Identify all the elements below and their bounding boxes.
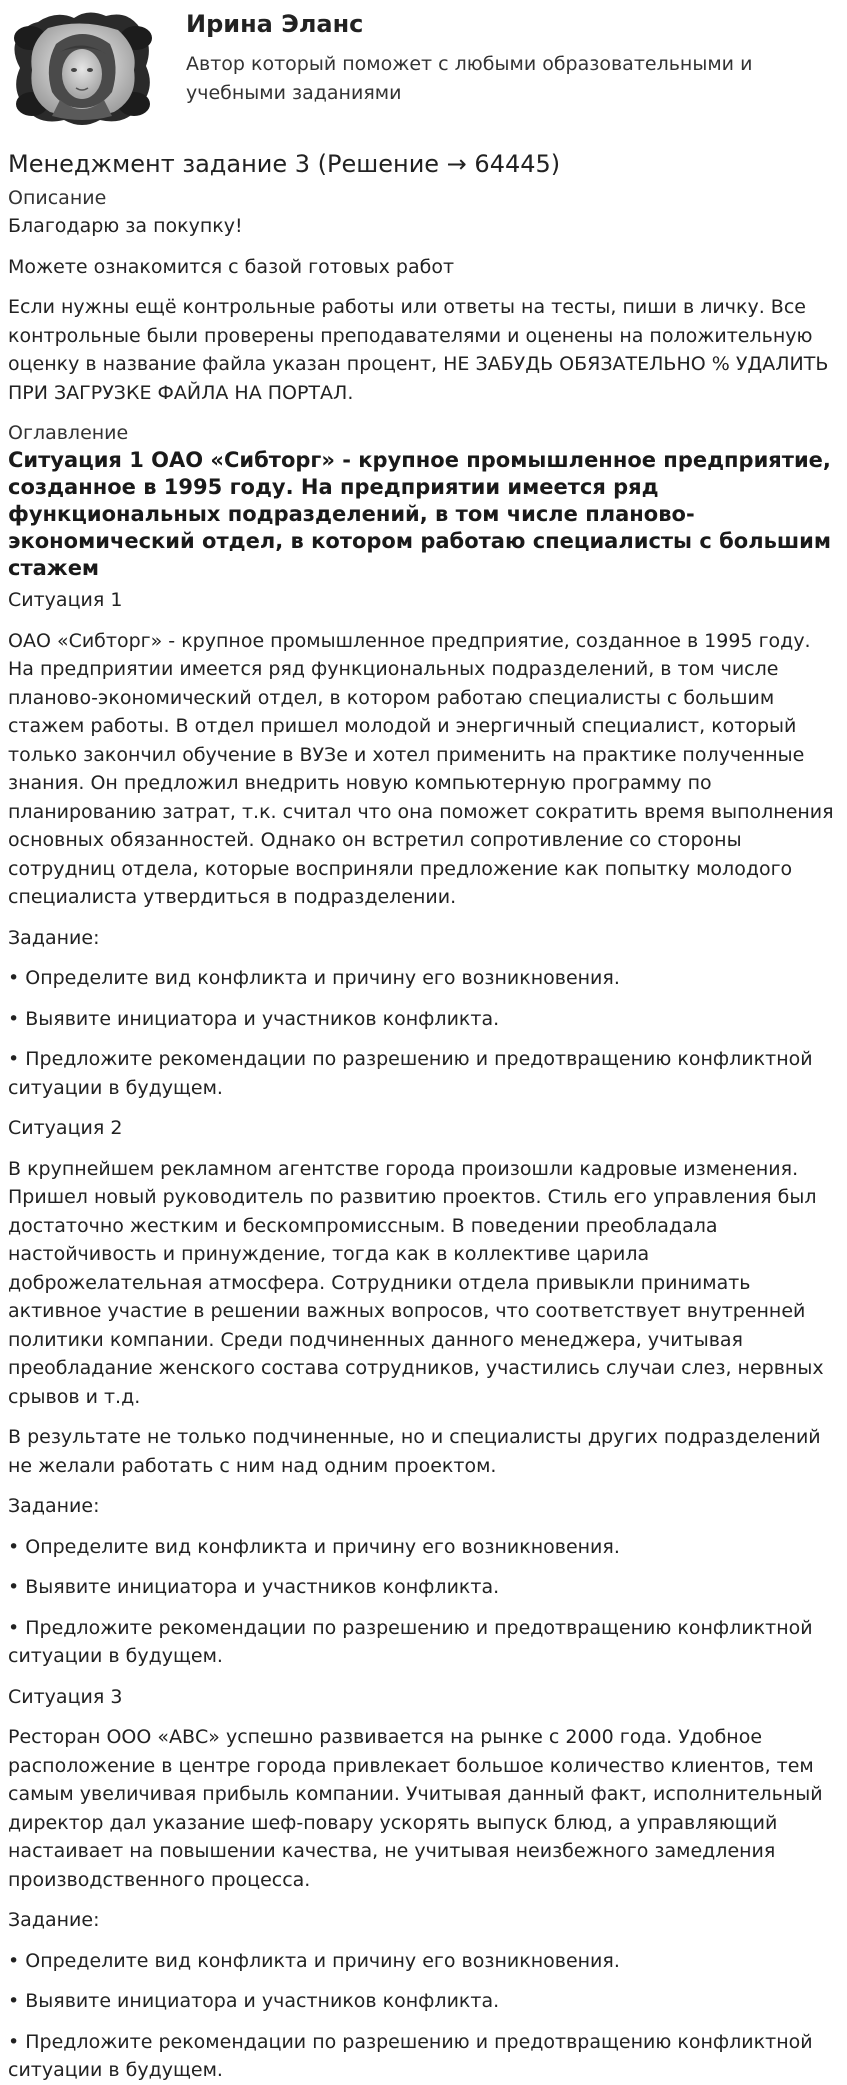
situation-paragraph: Ресторан ООО «АВС» успешно развивается на рынке с 2000 года. Удобное расположение в центре города привлекает большое количество клиентов, тем самым увеличивая прибыль компании. Учитывая данный факт, исполнительный директор дал указание шеф-повару ускорять выпуск блюд, а управляющий настаивает на повышении качества, не учитывая неизбежного замедления производственного процесса. [8, 1726, 823, 1891]
notice-text: Если нужны ещё контрольные работы или ответы на тесты, пиши в личку. Все контрольные были проверены преподавателями и оценены на положительную оценку в название файла указан процент, НЕ ЗАБУДЬ ОБЯЗАТЕЛЬНО % УДАЛИТЬ ПРИ ЗАГРУЗКЕ ФАЙЛА НА ПОРТАЛ. [8, 296, 829, 404]
page-title: Менеджмент задание 3 (Решение → 64445) [8, 150, 561, 178]
task-label: Задание: [8, 1495, 100, 1517]
task-item: • Определите вид конфликта и причину его возникновения. [8, 1949, 620, 1972]
situation-label: Ситуация 3 [8, 1685, 123, 1708]
task-item: • Определите вид конфликта и причину его возникновения. [8, 1535, 620, 1558]
situation-paragraph: ОАО «Сибторг» - крупное промышленное предприятие, созданное в 1995 году. На предприятии имеется ряд функциональных подразделений, в том числе планово-экономический отдел, в котором работаю специалисты с большим стажем работы. В отдел пришел молодой и энергичный специалист, который только закончил обучение в ВУЗе и хотел применить на практике полученные знания. Он предложил внедрить новую компьютерную программу по планированию затрат, т.к. считал что она поможет сократить время выполнения основных обязанностей. Однако он встретил сопротивление со стороны сотрудниц отдела, которые восприняли предложение как попытку молодого специалиста утвердиться в подразделении. [8, 629, 834, 908]
task-item: • Предложите рекомендации по разрешению и предотвращению конфликтной ситуации в будущем. [8, 1048, 813, 1099]
task-item: • Предложите рекомендации по разрешению и предотвращению конфликтной ситуации в будущем. [8, 1616, 813, 1667]
task-item: • Выявите инициатора и участников конфликта. [8, 1990, 500, 2012]
task-item: • Выявите инициатора и участников конфликта. [8, 1576, 500, 1598]
situation-paragraph: В крупнейшем рекламном агентстве города произошли кадровые изменения. Пришел новый руководитель по развитию проектов. Стиль его управления был достаточно жестким и бескомпромиссным. В поведении преобладала настойчивость и принуждение, тогда как в коллективе царила доброжелательная атмосфера. Сотрудники отдела привыкли принимать активное участие в решении важных вопросов, что соответствует внутренней политики компании. Среди подчиненных данного менеджера, учитывая преобладание женского состава сотрудников, участились случаи слез, нервных срывов и т.д. [8, 1157, 824, 1408]
toc-heading: Ситуация 1 ОАО «Сибторг» - крупное промышленное предприятие, созданное в 1995 году. На предприятии имеется ряд функциональных подразделений, в том числе планово-экономический отдел, в котором работаю специалисты с большим стажем [8, 448, 832, 580]
task-item: • Предложите рекомендации по разрешению и предотвращению конфликтной ситуации в будущем. [8, 2030, 813, 2081]
base-link-text: Можете ознакомится с базой готовых работ [8, 255, 455, 278]
author-description: Автор который поможет с любыми образовательными и учебными заданиями [186, 53, 753, 104]
thanks-text: Благодарю за покупку! [8, 215, 243, 237]
task-item: • Выявите инициатора и участников конфликта. [8, 1007, 500, 1030]
author-name[interactable]: Ирина Эланс [186, 10, 364, 38]
situation-label: Ситуация 1 [8, 589, 123, 611]
situation-paragraph: В результате не только подчиненные, но и специалисты других подразделений не желали работать с ним над одним проектом. [8, 1426, 821, 1477]
work-page [8, 0, 840, 2085]
situation-label: Ситуация 2 [8, 1117, 123, 1139]
task-label: Задание: [8, 1909, 100, 1931]
description-label: Описание [8, 187, 107, 209]
task-label: Задание: [8, 926, 100, 949]
task-item: • Определите вид конфликта и причину его возникновения. [8, 967, 620, 989]
toc-label: Оглавление [8, 422, 129, 444]
author-block [8, 0, 840, 138]
author-avatar-photo[interactable] [8, 8, 156, 128]
